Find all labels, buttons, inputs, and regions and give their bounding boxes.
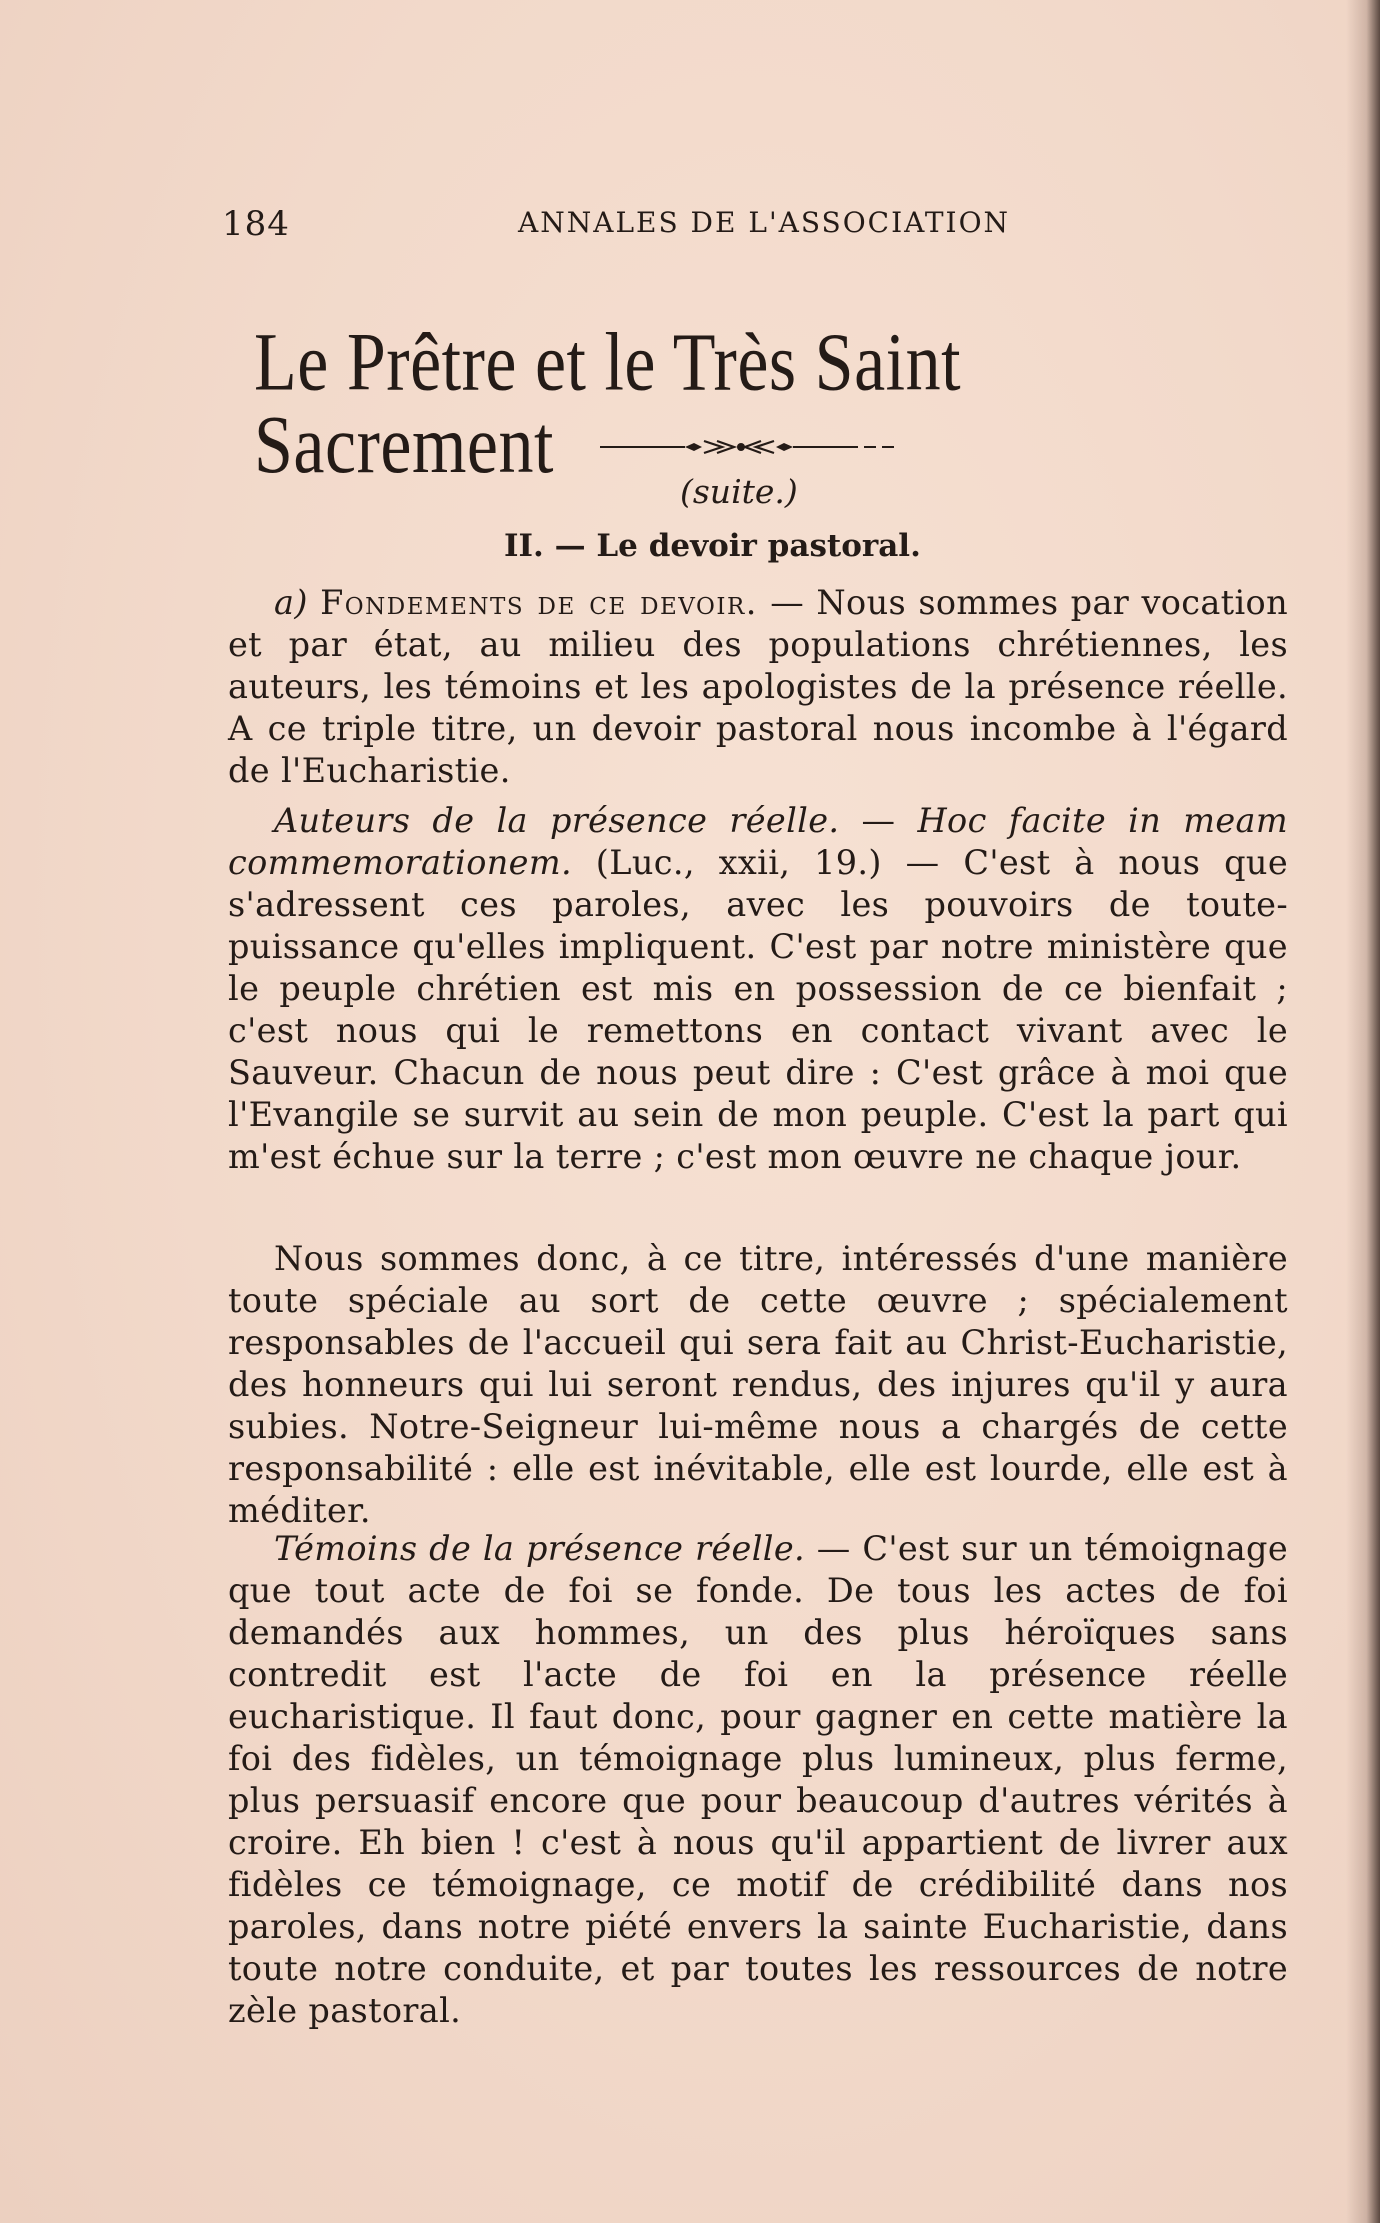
running-head: ANNALES DE L'ASSOCIATION [518,206,1011,239]
continuation-note: (suite.) [680,472,798,511]
heading-dash: — [839,801,918,840]
paragraph-marker: a) [274,583,308,622]
paragraph-witnesses [228,1528,1288,2032]
heading-dash: — [805,1529,863,1568]
article-title: Le Prêtre et le Très Saint Sacrement [254,317,962,491]
section-heading: II. — Le devoir pastoral. [504,528,921,564]
paragraph-text: (Luc., xxii, 19.) — C'est à nous que s'adressent ces paroles, avec les pouvoirs de toute-puissance qu'elles impliquent. C'est par notre ministère que le peuple chrétien est mis en possession de ce bienfait ; c'est nous qui le remettons en contact vivant avec le Sauveur. Chacun de nous peut dire : C'est grâce à moi que l'Evangile se survit au sein de mon peuple. C'est la part qui m'est échue sur la terre ; c'est mon œuvre ne chaque jour. [228,843,1288,1176]
page-number: 184 [222,204,290,244]
paragraph-heading: Témoins de la présence réelle. [274,1529,806,1568]
paragraph-responsibility [228,1238,1288,1532]
paragraph-text: Nous sommes donc, à ce titre, intéressés d'une manière toute spéciale au sort de cette œuvre ; spécialement responsables de l'accueil qui sera fait au Christ-Eucharistie, des honneurs qui lui seront rendus, des injures qu'il y aura subies. Notre-Seigneur lui-même nous a chargés de cette responsabilité : elle est inévitable, elle est lourde, elle est à méditer. [228,1239,1288,1530]
paragraph-authors [228,800,1288,1178]
page-header [222,204,1042,250]
paragraph-foundations [228,582,1288,792]
heading-dash: — [757,583,817,622]
paragraph-heading: Auteurs de la présence réelle. [274,801,840,840]
paragraph-text: Nous sommes par vocation et par état, au milieu des populations chrétiennes, les auteurs, les témoins et les apologistes de la présence réelle. A ce triple titre, un devoir pastoral nous incombe à l'égard de l'Eucharistie. [228,583,1288,790]
paragraph-heading: Fondements de ce devoir. [320,583,758,622]
latin-quotation: Hoc facite in meam commemorationem. [228,801,1288,882]
paragraph-text: C'est sur un témoignage que tout acte de foi se fonde. De tous les actes de foi demandés aux hommes, un des plus héroïques sans contredit est l'acte de foi en la présence réelle eucharistique. Il faut donc, pour gagner en cette matière la foi des fidèles, un témoignage plus lumineux, plus ferme, plus persuasif encore que pour beaucoup d'autres vérités à croire. Eh bien ! c'est à nous qu'il appartient de livrer aux fidèles ce témoignage, ce motif de crédibilité dans nos paroles, dans notre piété envers la sainte Eucharistie, dans toute notre conduite, et par toutes les ressources de notre zèle pastoral. [228,1529,1288,2030]
ornament-divider-icon [600,432,904,462]
